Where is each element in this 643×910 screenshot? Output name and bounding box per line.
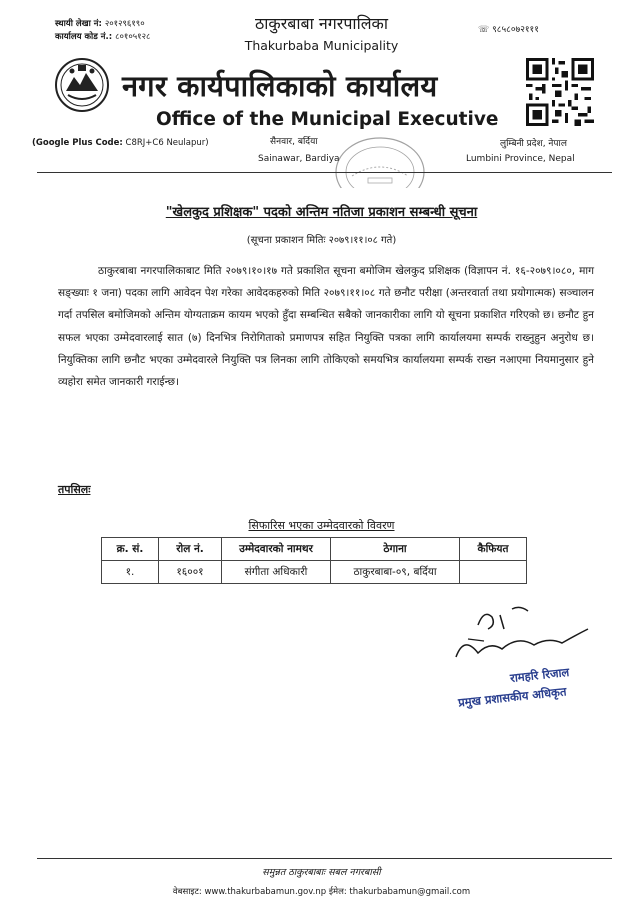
google-plus-code-value: C8RJ+C6 Neulapur) [125,138,209,148]
pan-label: स्थायी लेखा नं: [55,19,102,29]
header-name: उम्मेदवारको नामथर [222,538,331,561]
municipality-name-np: ठाकुरबाबा नगरपालिका [254,14,388,33]
header-divider [37,172,612,173]
signatory-name: रामहरि रिजाल [509,664,570,686]
phone-number: ☏ ९८५८०७२१११ [478,25,539,35]
website-link[interactable]: www.thakurbabamun.gov.np [204,887,327,897]
tapsil-label: तपसिलः [58,483,91,496]
notice-title: "खेलकुद प्रशिक्षक" पदको अन्तिम नतिजा प्रकाशन सम्बन्धी सूचना [165,205,478,220]
cell-name: संगीता अधिकारी [222,561,331,584]
table-row [102,561,527,584]
qr-code-icon [526,58,594,126]
header-roll: रोल नं. [159,538,222,561]
office-code-label: कार्यालय कोड नं.: [55,32,113,42]
address-local-np: सैनवार, बर्दिया [270,137,318,147]
publish-date: (सूचना प्रकाशन मितिः २०७९।११।०८ गते) [246,235,397,246]
address-local-en: Sainawar, Bardiya [258,154,340,164]
header-address: ठेगाना [331,538,460,561]
footer-contact [0,886,643,897]
website-label: वेबसाइट: [172,887,202,897]
google-plus-code [32,138,209,148]
table-header-row [102,538,527,561]
google-plus-code-label: (Google Plus Code: [32,138,123,148]
municipality-name-en: Thakurbaba Municipality [244,38,399,53]
office-code-value: ८०१०५१२८ [115,32,151,42]
address-province-np: लुम्बिनी प्रदेश, नेपाल [500,139,567,149]
cell-serial: १. [102,561,159,584]
cell-remarks [460,561,527,584]
cell-roll: १६००१ [159,561,222,584]
pan-value: २०१२९६१९० [104,19,145,29]
candidates-table [101,537,527,584]
candidates-table-caption: सिफारिस भएका उम्मेदवारको विवरण [248,519,395,532]
email-label: ईमेल: [328,887,347,897]
office-seal-stamp [330,128,430,188]
header-remarks: कैफियत [460,538,527,561]
signatory-designation: प्रमुख प्रशासकीय अधिकृत [457,684,568,710]
address-province-en: Lumbini Province, Nepal [466,154,575,164]
footer-motto: समुन्नत ठाकुरबाबाः सबल नगरबासी [262,867,381,878]
notice-body: ठाकुरबाबा नगरपालिकाबाट मिति २०७९।१०।१७ गते प्रकाशित सूचना बमोजिम खेलकुद प्रशिक्षक (विज्ञापन नं. १६-२०७९।०८०, माग सङ्ख्याः १ जना) पदका लागि आवेदन पेश गरेका आवेदकहरुको मिति २०७९।११।०८ गते छनौट परीक्षा (अन्तरवार्ता तथा प्रयोगात्मक) सञ्चालन गर्दा तपसिल बमोजिमको अन्तिम योग्यताक्रम कायम भएको हुँदा सम्बन्धित सबैको जानकारीका लागि यो सूचना प्रकाशित गरिएको छ। छनौट हुन सफल भएका उम्मेदवारलाई सात (७) दिनभित्र निरोगिताको प्रमाणपत्र सहित नियुक्ति पत्रका लागि कार्यालयमा सम्पर्क राख्नुहुन अनुरोध छ। नियुक्तिका लागि छनौट भएका उम्मेदवारले नियुक्ति पत्र लिनका लागि तोकिएको समयभित्र कार्यालयमा सम्पर्क राख्न नआएमा नियमानुसार हुने व्यहोरा समेत जानकारी गराईन्छ। [58,265,594,389]
header-serial: क्र. सं. [102,538,159,561]
email-link[interactable]: thakurbabamun@gmail.com [349,887,471,897]
handwritten-signature [438,595,598,665]
nepal-emblem-icon [54,57,110,113]
office-title-np: नगर कार्यपालिकाको कार्यालय [122,69,438,103]
cell-address: ठाकुरबाबा-०९, बर्दिया [331,561,460,584]
office-title-en: Office of the Municipal Executive [156,109,499,130]
municipality-name-block [0,14,643,53]
footer-divider [37,858,612,859]
